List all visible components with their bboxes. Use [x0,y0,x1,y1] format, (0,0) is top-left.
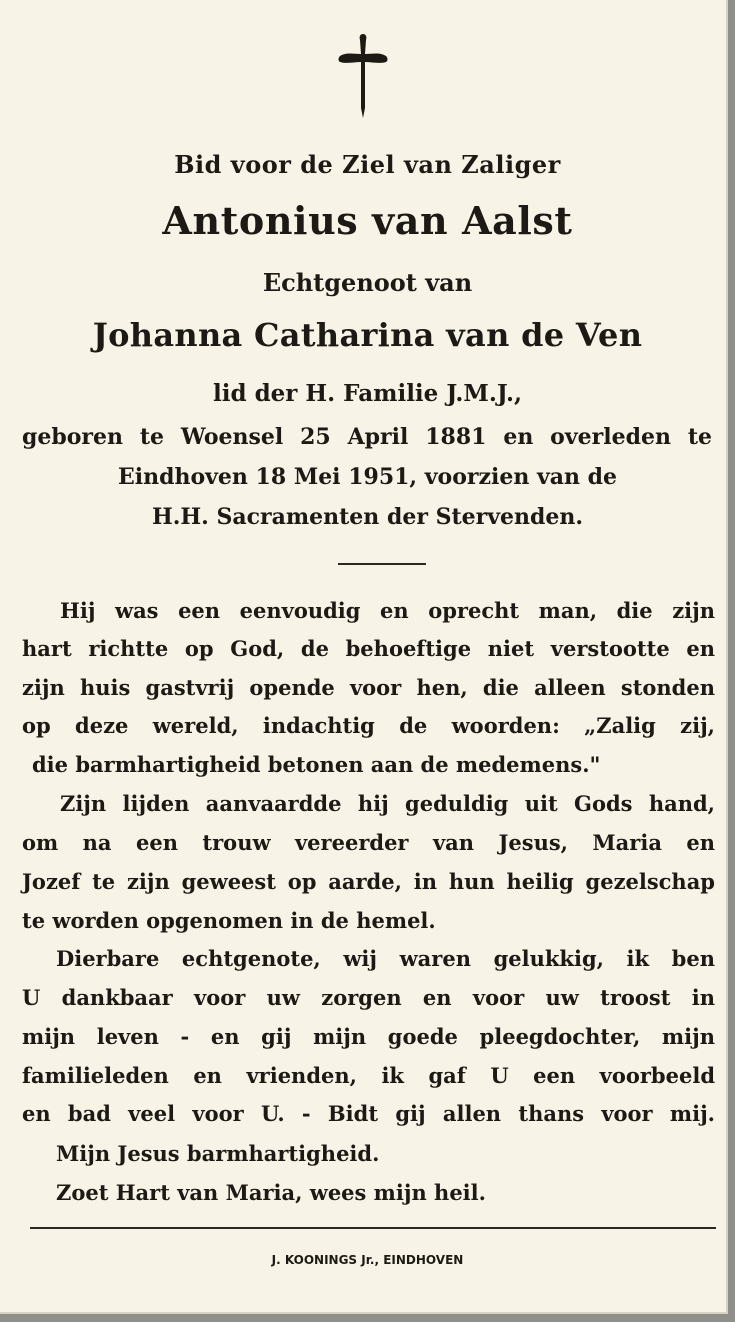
body-line: Dierbare echtgenote, wij waren gelukkig, ik ben [56,946,715,971]
body-line: die barmhartigheid betonen aan de medemens." [32,752,601,777]
dates-line: Eindhoven 18 Mei 1951, voorzien van de [117,464,618,490]
body-line: Mijn Jesus barmhartigheid. [56,1141,380,1166]
deceased-name: Antonius van Aalst [162,198,573,243]
body-line: Jozef te zijn geweest op aarde, in hun heilig gezelschap [22,869,715,894]
body-line: U dankbaar voor uw zorgen en voor uw troost in [22,985,715,1010]
body-line: familieleden en vrienden, ik gaf U een voorbeeld [22,1063,715,1088]
spouse-name: Johanna Catharina van de Ven [92,316,643,354]
body-line: Zijn lijden aanvaardde hij geduldig uit Gods hand, [60,791,715,816]
cross-icon [336,32,390,118]
body-line: te worden opgenomen in de hemel. [22,908,436,933]
footer-rule [30,1227,716,1229]
body-line: Hij was een eenvoudig en oprecht man, die zijn [60,598,715,623]
printer-imprint: J. KOONINGS Jr., EINDHOVEN [271,1253,464,1267]
body-line: mijn leven - en gij mijn goede pleegdochter, mijn [22,1024,715,1049]
body-line: hart richtte op God, de behoeftige niet verstootte en [22,636,715,661]
membership-line: lid der H. Familie J.M.J., [213,380,522,407]
body-line: zijn huis gastvrij opende voor hen, die alleen stonden [22,675,715,700]
body-line: om na een trouw vereerder van Jesus, Maria en [22,830,715,855]
relation-line: Echtgenoot van [262,268,473,297]
dates-line: H.H. Sacramenten der Stervenden. [151,504,584,530]
body-line: en bad veel voor U. - Bidt gij allen thans voor mij. [22,1101,715,1126]
dates-line: geboren te Woensel 25 April 1881 en overleden te [22,424,712,450]
header-line: Bid voor de Ziel van Zaliger [174,150,561,179]
body-line: Zoet Hart van Maria, wees mijn heil. [56,1180,486,1205]
body-line: op deze wereld, indachtig de woorden: „Zalig zij, [22,713,715,738]
divider [338,563,426,565]
